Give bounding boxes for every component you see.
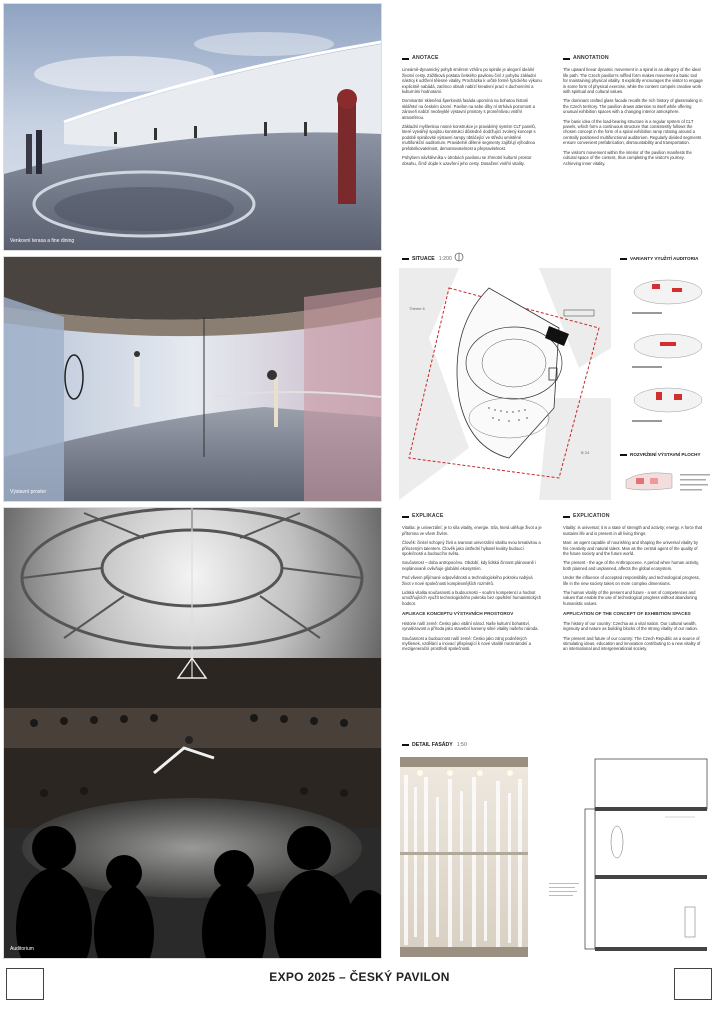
- annotation-paragraph: The basic idea of the load-bearing structure is a regular system of CLT panels, which form a continuous structure that consistently follows the chosen concept in the form of a spiral exhibition ramp rotating around a centrally positioned multifunctional auditorium. Regularly divided segments ensure convenient prefabrication, dismountability and transportation.: [563, 118, 702, 146]
- explikace-paragraph: Vitalita: je univerzální; je to síla vitality, energie. Síla, která utěšuje život a je přítomna ve všem živém.: [402, 525, 542, 536]
- anotace-column: [402, 56, 542, 170]
- explication-paragraph: The human vitality of the present and future - a set of competences and values that enable the use of technological progress without abandoning humanistic values.: [563, 590, 698, 606]
- explikace-concept-paragraph: Historie naší země: Česko jako vitální národ. Naše kulturní bohatství, vynalézavost a příroda jako stavební kameny silné vitality našeho národa.: [402, 620, 539, 632]
- auditorium-variants-drawing: [622, 270, 714, 440]
- poster-title: EXPO 2025 – ČESKÝ PAVILON: [269, 970, 450, 984]
- site-plan-drawing: [399, 268, 611, 500]
- exhibition-space-illustration: [4, 257, 381, 501]
- explication-concept-paragraph: The history of our country: Czechia as a vital nation. Our cultural wealth, ingenuity and nature as building blocks of the strong vitality of our nation.: [563, 620, 699, 632]
- exhibition-area-diagram: [622, 466, 714, 500]
- rooftop-terrace-illustration: [4, 4, 381, 250]
- situace-heading: [402, 256, 452, 262]
- site-label-plot: B 24: [581, 450, 590, 455]
- explikace-concept-paragraph: Současnost a budoucnost naší země: Česko jako zdroj podnětných myšlenek, vzdělání a inovací přispívající k nové vitalitě mezinárodní a mezigenerační prostředí společnosti.: [402, 635, 531, 652]
- explikace-paragraph: Lidská vitalita současnosti a budoucnosti – souhrn kompetencí a hodnot umožňujících využít technologického pokroku bez opuštění humanistických hodnot.: [402, 590, 542, 606]
- annotation-paragraph: The dominant crafted glass facade recalls the rich history of glassmaking in the Czech territory. The pavilion draws attention to itself while offering unusual exhibition spaces with a changing interior atmosphere.: [563, 98, 703, 115]
- explikace-paragraph: Člověk: činitel schopný živit a tvarovat univerzální vitalitu svou kreativitou a přirozeným talentem. Člověk jako ústřední hybatel kvality budoucí společnosti a budoucího světa.: [402, 540, 541, 557]
- exhibition-space-render: [3, 256, 382, 502]
- auditorium-caption: Auditorium: [10, 946, 34, 952]
- facade-detail-scale: 1:50: [456, 742, 467, 748]
- explication-concept-paragraph: The present and future of our country: The Czech Republic as a source of stimulating ideas, education and innovation contributing to a new vitality of an international and intergenerational society.: [563, 635, 701, 652]
- facade-elevation-drawing: [400, 757, 528, 957]
- explication-paragraph: The present - the age of the Anthropocene. A period when human activity, both planned and unplanned, affects the global ecosystem.: [563, 560, 700, 571]
- site-label-theme: Theme 6: [409, 306, 425, 311]
- exhibition-area-heading: ROZVRŽENÍ VÝSTAVNÍ PLOCHY: [620, 452, 701, 457]
- exhibition-area-drawing: [622, 466, 714, 500]
- explication-heading: EXPLICATION: [563, 514, 703, 519]
- facade-section: [545, 757, 713, 957]
- situace-scale: 1:200: [438, 256, 452, 262]
- annotation-heading: ANNOTATION: [563, 56, 703, 61]
- anotace-heading: ANOTACE: [402, 56, 542, 61]
- explication-paragraph: Under the influence of accepted responsibility and technological progress, life in the new society takes on more complex dimensions.: [563, 575, 700, 586]
- anotace-paragraph: Lineárně-dynamický pohyb směrem vzhůru po spirále je alegorií ideální životní cesty. Zážitková postata českého pavilonu činí z pohybu základní nástroj k udržení tělesné vitality. Procházka k určité formě fyzického výkonu explicitně nabádá, zatímco obsah nabízí kreativní prací s duchovními a kulturními hodnotami.: [402, 67, 542, 95]
- facade-detail-title: DETAIL FASÁDY: [412, 742, 453, 748]
- auditorium-variants-diagrams: [622, 270, 714, 440]
- site-plan: [399, 268, 611, 500]
- explikace-paragraph: Pod vlivem přijímané odpovědnosti a technologického pokroku nabývá život v nové společnosti komplexnějších rozměrů.: [402, 575, 533, 586]
- gallery-caption: Výstavní prostor: [10, 489, 47, 495]
- rooftop-caption: Venkovní terasa a fine dining: [10, 238, 75, 244]
- footer-box-right: [674, 968, 712, 1000]
- explication-column: [563, 514, 703, 656]
- auditorium-variants-heading: VARIANTY VYUŽITÍ AUDITORIA: [620, 256, 698, 261]
- auditorium-illustration: [4, 508, 381, 958]
- explikace-heading: EXPLIKACE: [402, 514, 542, 519]
- auditorium-render: [3, 507, 382, 959]
- explikace-column: [402, 514, 542, 656]
- annotation-column: [563, 56, 703, 170]
- facade-detail-heading: [402, 742, 467, 748]
- explication-paragraph: Man: an agent capable of nourishing and shaping the universal vitality by his creativity and natural talent. Man as the central agent of the quality of the future society and the future world.: [563, 540, 699, 557]
- explikace-concept-heading: APLIKACE KONCEPTU VÝSTAVNÍCH PROSTOROV: [402, 611, 514, 617]
- anotace-paragraph: Dominantní skleněná šperkovitá fasáda upomíná na bohatou historii sklářství na českém území. Pavilon na sebe díky ní strhává pozornost a zároveň nabízí neobvyklé výstavní prostory s proměnlivou vnitřní atmosférou.: [402, 98, 535, 120]
- facade-elevation: [400, 757, 528, 957]
- situace-title: SITUACE: [412, 256, 435, 262]
- anotace-paragraph: Základní myšlenkou nosné konstrukce je pravidelný systém CLT panelů, které vytvářejí spojitou konstrukci důsledně dodržující zvolený koncept s podobě spirálovité výstavní rampy obtáčející ve středu umístěné multifunkční auditorium. Pravidelně dělené segmenty zajišťují výhodnou prefabrikovatelnost, demontovatelnost a přepravitelnost.: [402, 124, 536, 151]
- north-arrow-icon: [454, 252, 464, 262]
- anotace-paragraph: Pohybem návštěvníka v útrobách pavilonu se zhmotní kulturní prostor obsahu, čímž dojde k uzavření jeho cesty. Dosažení vnitřní vitality.: [402, 155, 532, 166]
- explication-paragraph: Vitality: is universal; it is a state of strength and activity; energy. A force that sustains life and is present in all living things.: [563, 525, 703, 536]
- explication-concept-heading: APPLICATION OF THE CONCEPT OF EXHIBITION SPACES: [563, 611, 691, 617]
- facade-section-drawing: [545, 757, 713, 957]
- rooftop-terrace-render: [3, 3, 382, 251]
- annotation-paragraph: The upward linear dynamic movement in a spiral is an allegory of the ideal life path. The Czech pavilion's ruffled form makes movement a basic tool for maintaining physical vitality. It explicitly encourages the visitor to engage in some form of physical exercise, while the content compels creative work with spiritual and cultural values.: [563, 67, 703, 95]
- annotation-paragraph: The visitor's movement within the interior of the pavilion manifests the cultural space of the content, thus completing the visitor's journey. Achieving inner vitality.: [563, 149, 692, 166]
- explikace-paragraph: Současnost – doba antropocénu. Období, kdy lidská činnost plánovaně i neplánovaně ovlivňuje globální ekosystém.: [402, 560, 537, 571]
